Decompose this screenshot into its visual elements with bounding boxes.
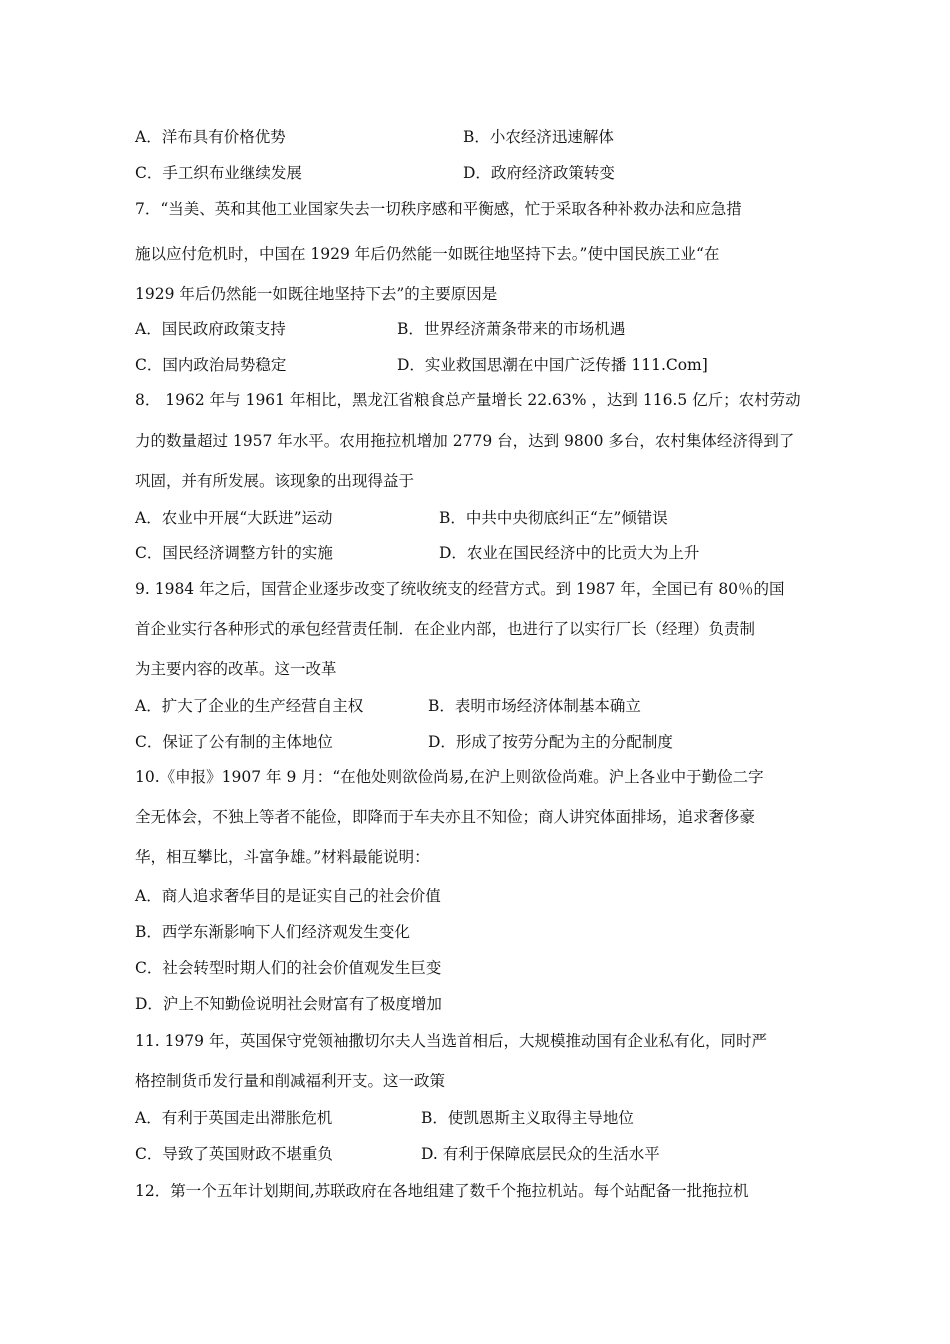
- q7-stem-line3: 1929 年后仍然能一如既往地坚持下去”的主要原因是: [135, 285, 498, 303]
- q12-stem-line1: 12．第一个五年计划期间,苏联政府在各地组建了数千个拖拉机站。每个站配备一批拖拉机: [135, 1182, 749, 1200]
- q7-option-c: C．国内政治局势稳定: [135, 356, 287, 374]
- q8-stem-line1: 8． 1962 年与 1961 年相比，黑龙江省粮食总产量增长 22.63% ，达到 116.5 亿斤；农村劳动: [135, 391, 801, 409]
- q11-stem-line1: 11. 1979 年，英国保守党领袖撒切尔夫人当选首相后，大规模推动国有企业私有化，同时严: [135, 1032, 767, 1050]
- q9-option-b: B．表明市场经济体制基本确立: [428, 697, 641, 715]
- q8-option-a: A．农业中开展“大跃进”运动: [135, 509, 333, 527]
- q8-option-d: D．农业在国民经济中的比贡大为上升: [439, 544, 700, 562]
- q6-option-d: D．政府经济政策转变: [463, 164, 615, 182]
- q9-stem-line3: 为主要内容的改革。这一改革: [135, 660, 337, 678]
- q7-stem-line2: 施以应付危机时，中国在 1929 年后仍然能一如既往地坚持下去。”使中国民族工业“在: [135, 245, 720, 263]
- q11-option-c: C．导致了英国财政不堪重负: [135, 1145, 333, 1163]
- q9-option-d: D．形成了按劳分配为主的分配制度: [428, 733, 673, 751]
- q9-stem-line2: 首企业实行各种形式的承包经营责任制．在企业内部，也进行了以实行厂长（经理）负责制: [135, 620, 756, 638]
- q8-option-c: C．国民经济调整方针的实施: [135, 544, 333, 562]
- q7-option-a: A．国民政府政策支持: [135, 320, 286, 338]
- q7-stem-line1: 7．“当美、英和其他工业国家失去一切秩序感和平衡感，忙于采取各种补救办法和应急措: [135, 200, 742, 218]
- q8-stem-line3: 巩固，并有所发展。该现象的出现得益于: [135, 472, 415, 490]
- q11-option-d: D. 有利于保障底层民众的生活水平: [421, 1145, 660, 1163]
- q6-option-b: B．小农经济迅速解体: [463, 128, 614, 146]
- q10-option-b: B．西学东渐影响下人们经济观发生变化: [135, 923, 410, 941]
- q10-option-d: D．沪上不知勤俭说明社会财富有了极度增加: [135, 995, 442, 1013]
- q7-option-d: D．实业救国思潮在中国广泛传播 111.Com]: [397, 356, 708, 374]
- q11-stem-line2: 格控制货币发行量和削减福利开支。这一政策: [135, 1072, 446, 1090]
- q6-option-c: C．手工织布业继续发展: [135, 164, 302, 182]
- q6-option-a: A．洋布具有价格优势: [135, 128, 286, 146]
- q10-stem-line3: 华，相互攀比，斗富争雄。”材料最能说明：: [135, 848, 430, 866]
- q10-stem-line1: 10.《申报》1907 年 9 月：“在他处则欲俭尚易,在沪上则欲俭尚难。沪上各业中于勤俭二字: [135, 768, 764, 786]
- q11-option-a: A．有利于英国走出滞胀危机: [135, 1109, 333, 1127]
- q8-stem-line2: 力的数量超过 1957 年水平。农用拖拉机增加 2779 台，达到 9800 多台，农村集体经济得到了: [135, 432, 795, 450]
- q7-option-b: B．世界经济萧条带来的市场机遇: [397, 320, 626, 338]
- q10-stem-line2: 全无体会，不独上等者不能俭，即降而于车夫亦且不知俭；商人讲究体面排场，追求奢侈豪: [135, 808, 756, 826]
- q11-option-b: B．使凯恩斯主义取得主导地位: [421, 1109, 634, 1127]
- q9-stem-line1: 9. 1984 年之后，国营企业逐步改变了统收统支的经营方式。到 1987 年，全国已有 80％的国: [135, 580, 785, 598]
- q10-option-a: A．商人追求奢华目的是证实自己的社会价值: [135, 887, 441, 905]
- q9-option-c: C．保证了公有制的主体地位: [135, 733, 333, 751]
- q8-option-b: B．中共中央彻底纠正“左”倾错误: [439, 509, 668, 527]
- q9-option-a: A．扩大了企业的生产经营自主权: [135, 697, 364, 715]
- q10-option-c: C．社会转型时期人们的社会价值观发生巨变: [135, 959, 442, 977]
